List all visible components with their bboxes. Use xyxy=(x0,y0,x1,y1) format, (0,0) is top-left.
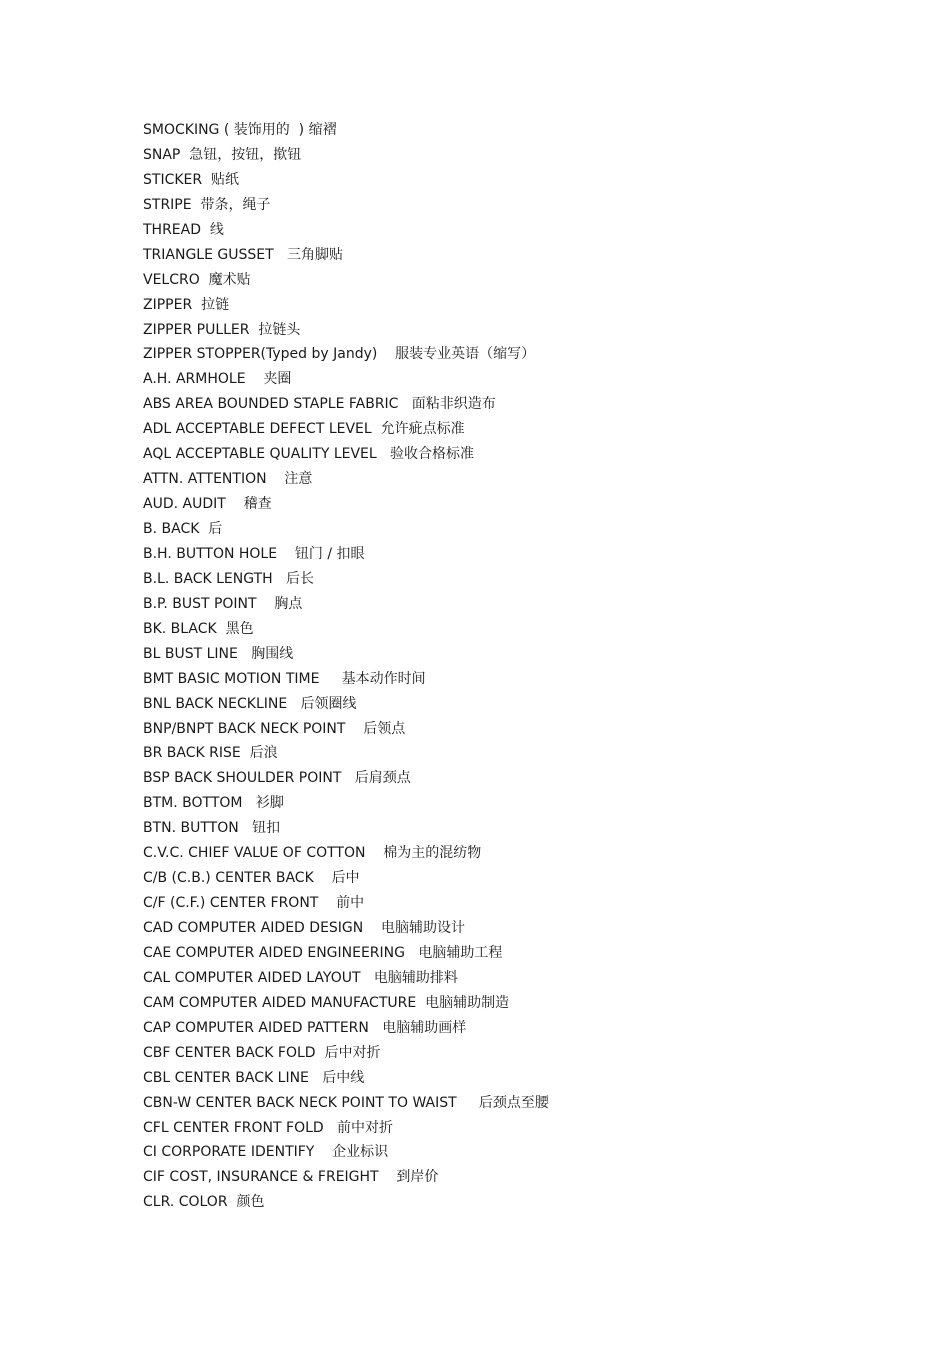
glossary-entry: ADL ACCEPTABLE DEFECT LEVEL 允许疵点标准 xyxy=(143,421,465,438)
glossary-entry: CAD COMPUTER AIDED DESIGN 电脑辅助设计 xyxy=(143,920,466,936)
glossary-entry: CAM COMPUTER AIDED MANUFACTURE 电脑辅助制造 xyxy=(143,994,510,1011)
glossary-entry: CFL CENTER FRONT FOLD 前中对折 xyxy=(143,1119,394,1136)
glossary-entry: A.H. ARMHOLE 夹圈 xyxy=(143,371,292,388)
glossary-entry: CAE COMPUTER AIDED ENGINEERING 电脑辅助工程 xyxy=(143,944,503,961)
glossary-entry: C.V.C. CHIEF VALUE OF COTTON 棉为主的混纺物 xyxy=(143,845,482,862)
glossary-entry: BMT BASIC MOTION TIME 基本动作时间 xyxy=(143,670,426,687)
glossary-entry: THREAD 线 xyxy=(143,221,224,238)
glossary-entry: TRIANGLE GUSSET 三角脚贴 xyxy=(143,246,344,263)
glossary-entry: SNAP 急钮，按钮，揿钮 xyxy=(143,146,302,163)
glossary-entry: CIF COST, INSURANCE & FREIGHT 到岸价 xyxy=(143,1169,439,1186)
glossary-entry: CBL CENTER BACK LINE 后中线 xyxy=(143,1069,365,1086)
glossary-entry: B.H. BUTTON HOLE 钮门 / 扣眼 xyxy=(143,545,365,562)
glossary-entry: BNP/BNPT BACK NECK POINT 后领点 xyxy=(143,720,406,737)
glossary-entry: BSP BACK SHOULDER POINT 后肩颈点 xyxy=(143,770,411,787)
glossary-entry: C/B (C.B.) CENTER BACK 后中 xyxy=(143,870,360,887)
glossary-entry: ZIPPER STOPPER(Typed by Jandy) 服装专业英语（缩写） xyxy=(143,346,536,363)
glossary-entry: B.P. BUST POINT 胸点 xyxy=(143,595,303,612)
glossary-entry: STRIPE 带条，绳子 xyxy=(143,196,271,213)
glossary-entry: BTN. BUTTON 钮扣 xyxy=(143,820,281,837)
glossary-entry: VELCRO 魔术贴 xyxy=(143,271,251,288)
glossary-entry: ABS AREA BOUNDED STAPLE FABRIC 面粘非织造布 xyxy=(143,396,496,413)
glossary-entry: CLR. COLOR 颜色 xyxy=(143,1194,265,1211)
glossary-entry: B.L. BACK LENGTH 后长 xyxy=(143,570,314,587)
glossary-entry: BL BUST LINE 胸围线 xyxy=(143,645,294,662)
glossary-entry: CAL COMPUTER AIDED LAYOUT 电脑辅助排料 xyxy=(143,969,458,986)
glossary-entry: CI CORPORATE IDENTIFY 企业标识 xyxy=(143,1144,389,1161)
glossary-entry: BK. BLACK 黑色 xyxy=(143,620,254,637)
glossary-entry: STICKER 贴纸 xyxy=(143,171,239,188)
glossary-entry: BNL BACK NECKLINE 后领圈线 xyxy=(143,695,357,712)
glossary-entry: SMOCKING ( 装饰用的 ) 缩褶 xyxy=(143,122,337,138)
glossary-entry: ZIPPER 拉链 xyxy=(143,296,230,313)
glossary-entry: CBN-W CENTER BACK NECK POINT TO WAIST 后颈点至腰 xyxy=(143,1094,549,1111)
glossary-entry: ZIPPER PULLER 拉链头 xyxy=(143,321,301,338)
glossary-list xyxy=(143,119,549,1216)
glossary-entry: BR BACK RISE 后浪 xyxy=(143,745,278,762)
glossary-entry: C/F (C.F.) CENTER FRONT 前中 xyxy=(143,895,365,912)
glossary-entry: AUD. AUDIT 稽查 xyxy=(143,496,272,513)
glossary-entry: CBF CENTER BACK FOLD 后中对折 xyxy=(143,1044,381,1061)
glossary-entry: BTM. BOTTOM 衫脚 xyxy=(143,795,284,812)
glossary-entry: ATTN. ATTENTION 注意 xyxy=(143,471,313,488)
glossary-entry: AQL ACCEPTABLE QUALITY LEVEL 验收合格标准 xyxy=(143,446,475,463)
glossary-entry: CAP COMPUTER AIDED PATTERN 电脑辅助画样 xyxy=(143,1019,467,1036)
glossary-entry: B. BACK 后 xyxy=(143,521,223,537)
